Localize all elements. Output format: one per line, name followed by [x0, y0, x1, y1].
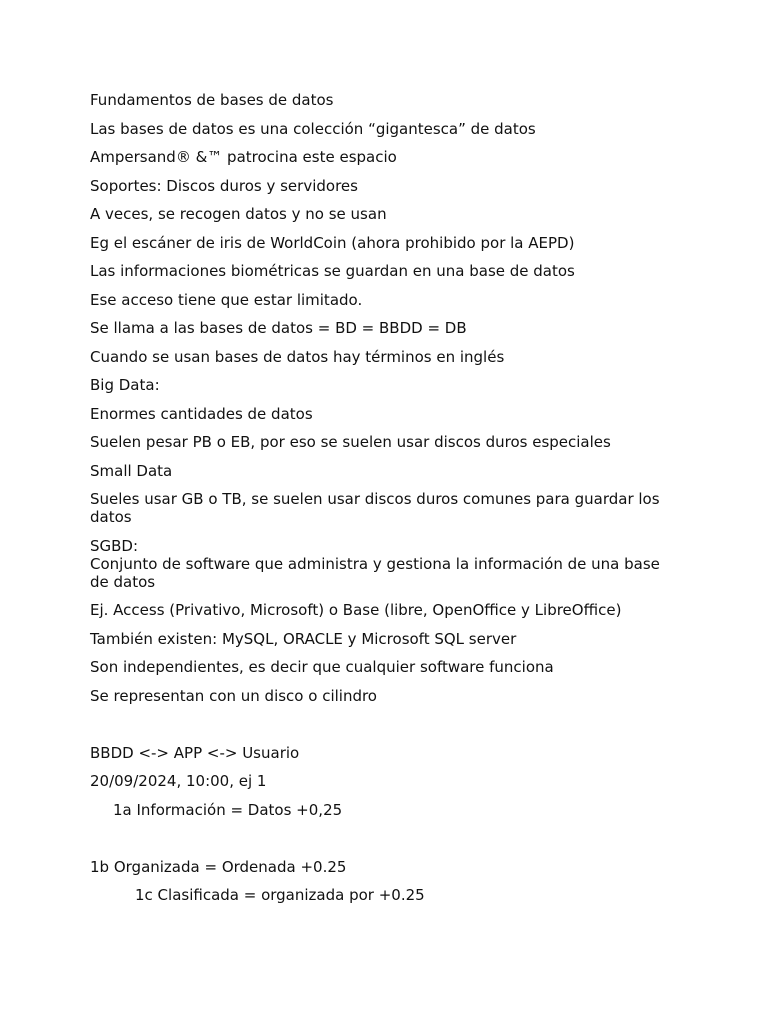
exercise-item-1c: 1c Clasificada = organizada por +0.25: [135, 886, 425, 904]
text-line: Se representan con un disco o cilindro: [90, 686, 377, 705]
text-line: Las informaciones biométricas se guardan en una base de datos: [90, 262, 575, 280]
text-line: Eg el escáner de iris de WorldCoin (ahora prohibido por la AEPD): [90, 233, 575, 252]
text-line: Sueles usar GB o TB, se suelen usar discos duros comunes para guardar los datos: [90, 490, 660, 526]
text-line: Soportes: Discos duros y servidores: [90, 176, 358, 195]
text-line: A veces, se recogen datos y no se usan: [90, 205, 387, 223]
document-body: [90, 91, 680, 915]
text-line: Ampersand® &™ patrocina este espacio: [90, 148, 397, 166]
text-line: Ej. Access (Privativo, Microsoft) o Base (libre, OpenOffice y LibreOffice): [90, 601, 622, 619]
blank-line: [90, 829, 680, 858]
text-line: También existen: MySQL, ORACLE y Microsoft SQL server: [90, 629, 517, 648]
text-line: Conjunto de software que administra y gestiona la información de una base de datos: [90, 554, 660, 591]
exercise-item-1b: 1b Organizada = Ordenada +0.25: [90, 857, 347, 876]
section-heading-sgbd: SGBD:: [90, 536, 139, 555]
date-line: 20/09/2024, 10:00, ej 1: [90, 772, 267, 790]
section-heading-small-data: Small Data: [90, 461, 173, 480]
text-line: Se llama a las bases de datos = BD = BBDD = DB: [90, 319, 467, 337]
text-line: Ese acceso tiene que estar limitado.: [90, 290, 363, 309]
text-line: Cuando se usan bases de datos hay términos en inglés: [90, 347, 505, 366]
exercise-item-1a: 1a Información = Datos +0,25: [113, 800, 343, 819]
text-line: BBDD <-> APP <-> Usuario: [90, 743, 300, 762]
text-line: Las bases de datos es una colección “gigantesca” de datos: [90, 119, 536, 138]
text-line: Suelen pesar PB o EB, por eso se suelen usar discos duros especiales: [90, 433, 611, 451]
document-title: Fundamentos de bases de datos: [90, 91, 334, 109]
text-line: Enormes cantidades de datos: [90, 404, 313, 423]
text-line: Son independientes, es decir que cualquier software funciona: [90, 658, 554, 676]
blank-line: [90, 715, 680, 744]
section-heading-big-data: Big Data:: [90, 376, 160, 394]
